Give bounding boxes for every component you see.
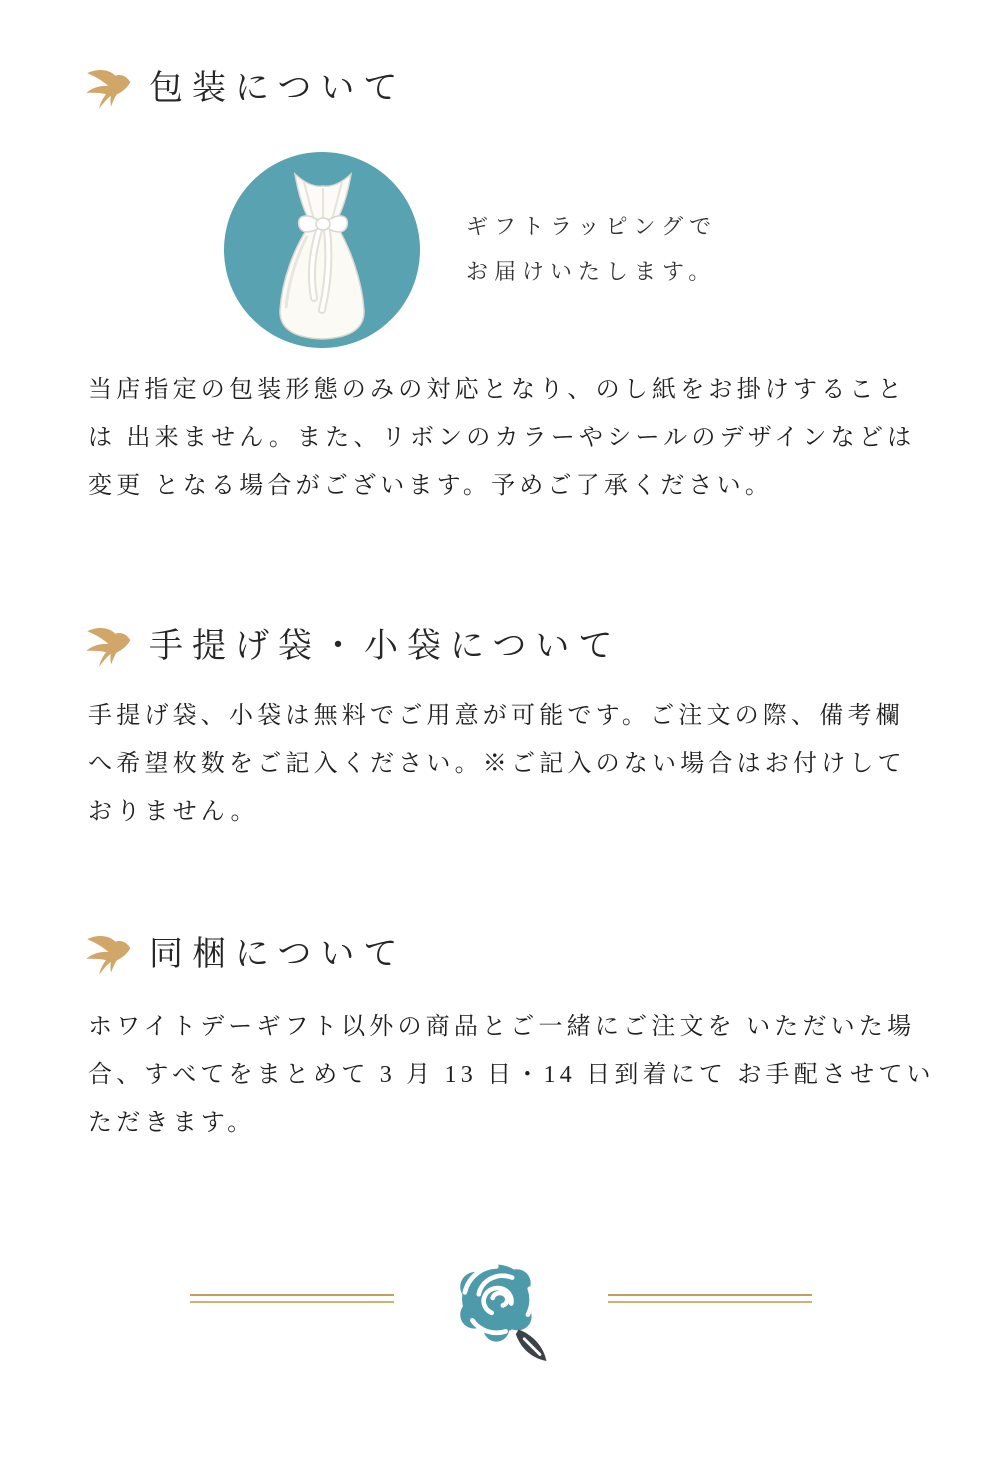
section-wrapping [0,68,1001,510]
section-wrapping-heading [0,68,1001,110]
footer-ornament [0,1253,1001,1368]
body-line: 手提げ袋、小袋は無料でご用意が可能です。ご注文の際、備考欄 [88,703,904,729]
gift-bag-photo [224,152,420,348]
section-bundling [0,934,1001,1147]
section-wrapping-body [0,366,1001,510]
swallow-icon [86,69,132,109]
body-line: へ希望枚数をご記入ください。※ご記入のない場合はお付けして [88,751,906,777]
body-line: 当店指定の包装形態のみの対応となり、のし紙をお掛けすること [88,377,906,403]
section-bags [0,626,1001,836]
body-line: は 出来ません。また、リボンのカラーやシールのデザインなどは [88,425,916,451]
swallow-icon [86,935,132,975]
swallow-icon [86,627,132,667]
section-wrapping-title: 包装について [149,70,407,107]
section-bags-heading [0,626,1001,668]
caption-line: お届けいたします。 [466,260,717,285]
body-line: ただきます。 [88,1110,256,1136]
section-bags-body [0,692,1001,836]
section-bundling-heading [0,934,1001,976]
caption-line: ギフトラッピングで [466,215,718,240]
body-line: ホワイトデーギフト以外の商品とご一緒にご注文を いただいた場 [88,1014,916,1040]
rose-icon [450,1253,552,1368]
section-bundling-title: 同梱について [149,936,407,973]
body-line: 合、すべてをまとめて 3 月 13 日・14 日到着にて お手配させてい [88,1062,935,1088]
gold-divider-line-left [190,1294,394,1303]
body-line: 変更 となる場合がございます。予めご了承ください。 [88,473,774,499]
section-bags-title: 手提げ袋・小袋について [149,628,622,665]
gift-wrap-caption [466,205,717,295]
body-line: おりません。 [88,799,259,825]
section-bundling-body [0,1003,1001,1147]
gold-divider-line-right [608,1294,812,1303]
gift-wrap-figure [0,152,1001,348]
